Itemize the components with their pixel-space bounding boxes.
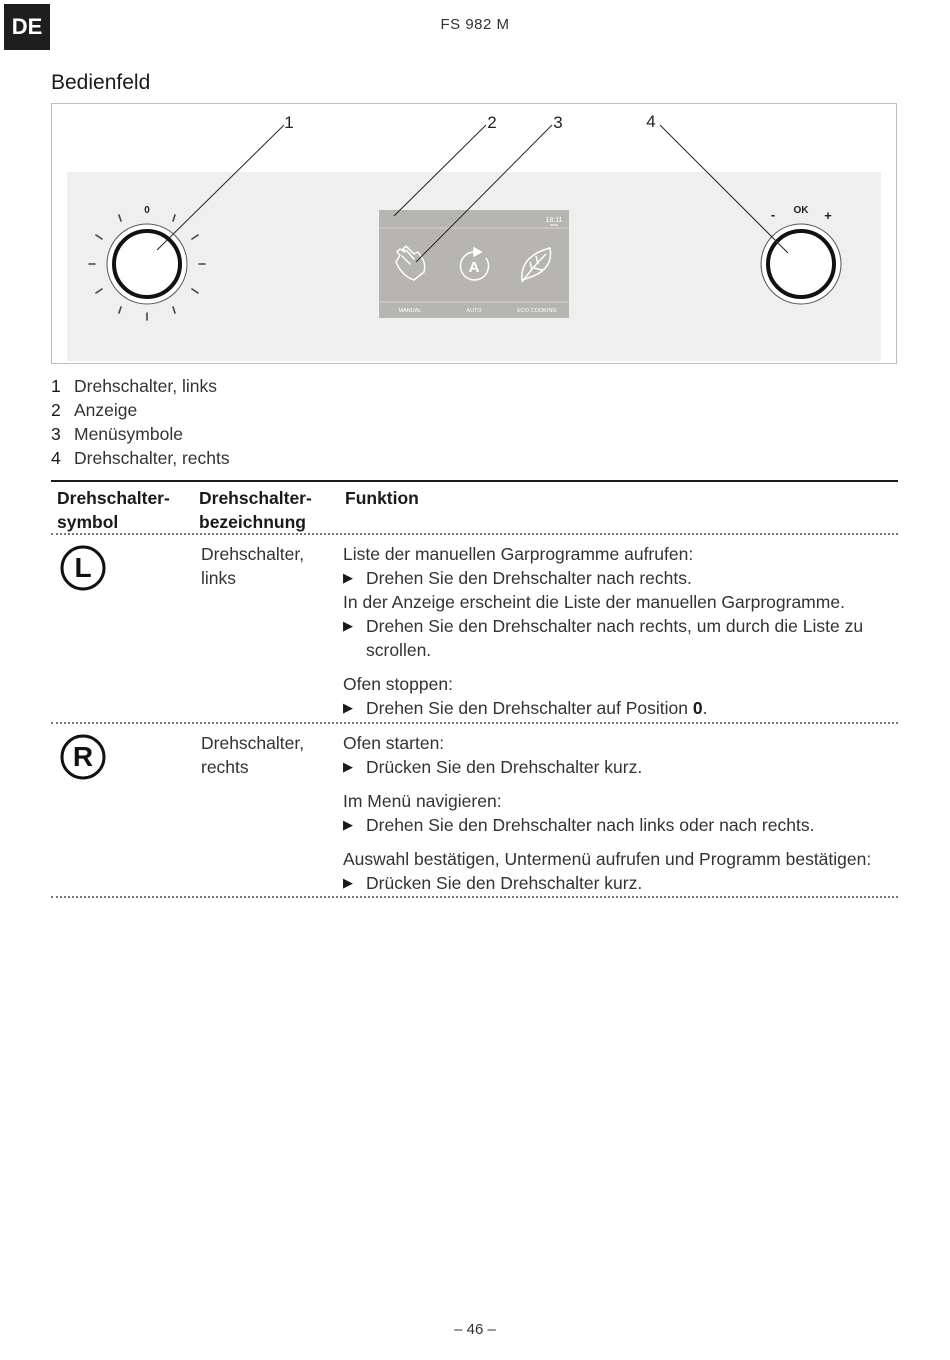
instruction-text: Drücken Sie den Drehschalter kurz. [366,873,643,893]
bullet-triangle-icon: ▶ [343,817,353,832]
right-knob [761,224,841,304]
legend-number: 3 [51,424,61,444]
instruction-text: Drehen Sie den Drehschalter nach links oder nach rechts. [366,815,815,835]
header-knob-name [199,486,312,534]
knob-name-line: rechts [201,757,249,777]
header-line: Drehschalter- [57,488,170,508]
callout-4: 4 [646,112,656,131]
model-name: FS 982 M [440,16,510,33]
knob-name-line: Drehschalter, [201,733,305,753]
display [379,210,569,318]
legend-number: 4 [51,448,61,468]
page-number: – 46 – [454,1321,496,1338]
figure-legend [51,374,230,470]
instruction-step [343,614,883,662]
right-knob-plus-label: + [824,208,832,223]
table-bottom-rule [51,896,898,898]
language-badge: DE [4,4,50,50]
table-row-divider [51,533,898,535]
function-text: In der Anzeige erscheint die Liste der manuellen Garprogramme. [343,592,845,612]
legend-item [51,446,230,470]
legend-text: Drehschalter, rechts [74,448,230,468]
instruction-text: . [702,698,708,718]
legend-item [51,374,230,398]
knob-name-line: links [201,568,237,588]
knob-name-line: Drehschalter, [201,544,305,564]
instruction-step [343,871,888,895]
legend-number: 1 [51,376,61,396]
bullet-triangle-icon: ▶ [343,700,353,715]
right-knob-ok-label: OK [793,205,809,216]
legend-text: Drehschalter, links [74,376,217,396]
display-label-manual: MANUAL [398,308,422,314]
function-left-knob [343,542,883,720]
legend-item [51,422,230,446]
table-row-divider [51,722,898,724]
legend-text: Anzeige [74,400,138,420]
legend-text: Menüsymbole [74,424,183,444]
function-text: Ofen stoppen: [343,674,453,694]
header-line: Drehschalter- [199,488,312,508]
legend-item [51,398,230,422]
function-text: Liste der manuellen Garprogramme aufrufen: [343,544,694,564]
right-knob-symbol-icon [59,733,107,781]
right-knob-symbol-letter: R [72,741,94,772]
knob-name-right [201,731,304,779]
instruction-step [343,696,883,720]
instruction-text: scrollen. [366,640,432,660]
callout-3: 3 [553,113,563,132]
function-right-knob [343,731,888,895]
left-knob-symbol-icon [59,544,107,592]
left-knob [107,224,187,304]
display-label-eco-cooking: ECO COOKING [517,308,557,314]
header-function: Funktion [345,488,419,508]
display-time: 18:11 [545,217,563,224]
bullet-triangle-icon: ▶ [343,618,353,633]
instruction-text: Drehen Sie den Drehschalter auf Position [366,698,693,718]
instruction-text: Drücken Sie den Drehschalter kurz. [366,757,643,777]
position-zero: 0 [692,698,703,718]
instruction-text: Drehen Sie den Drehschalter nach rechts, um durch die Liste zu [366,616,864,636]
legend-number: 2 [51,400,61,420]
left-knob-zero-label: 0 [144,205,150,216]
instruction-step [343,755,888,779]
header-line: bezeichnung [199,512,306,532]
control-panel-illustration [0,0,950,380]
knob-name-left [201,542,304,590]
function-text: Auswahl bestätigen, Untermenü aufrufen und Programm bestätigen: [343,849,872,869]
function-text: Ofen starten: [343,733,445,753]
bullet-triangle-icon: ▶ [343,875,353,890]
section-title: Bedienfeld [51,71,151,94]
header-knob-symbol [57,486,170,534]
bullet-triangle-icon: ▶ [343,570,353,585]
callout-1: 1 [284,113,294,132]
svg-text:A: A [468,259,480,276]
instruction-text: Drehen Sie den Drehschalter nach rechts. [366,568,692,588]
left-knob-symbol-letter: L [74,552,92,583]
instruction-step [343,566,883,590]
callout-2: 2 [487,113,497,132]
instruction-step [343,813,888,837]
right-knob-minus-label: - [770,207,776,222]
table-top-rule [51,480,898,482]
function-text: Im Menü navigieren: [343,791,502,811]
bullet-triangle-icon: ▶ [343,759,353,774]
header-line: symbol [57,512,119,532]
display-label-auto: AUTO [466,308,482,314]
